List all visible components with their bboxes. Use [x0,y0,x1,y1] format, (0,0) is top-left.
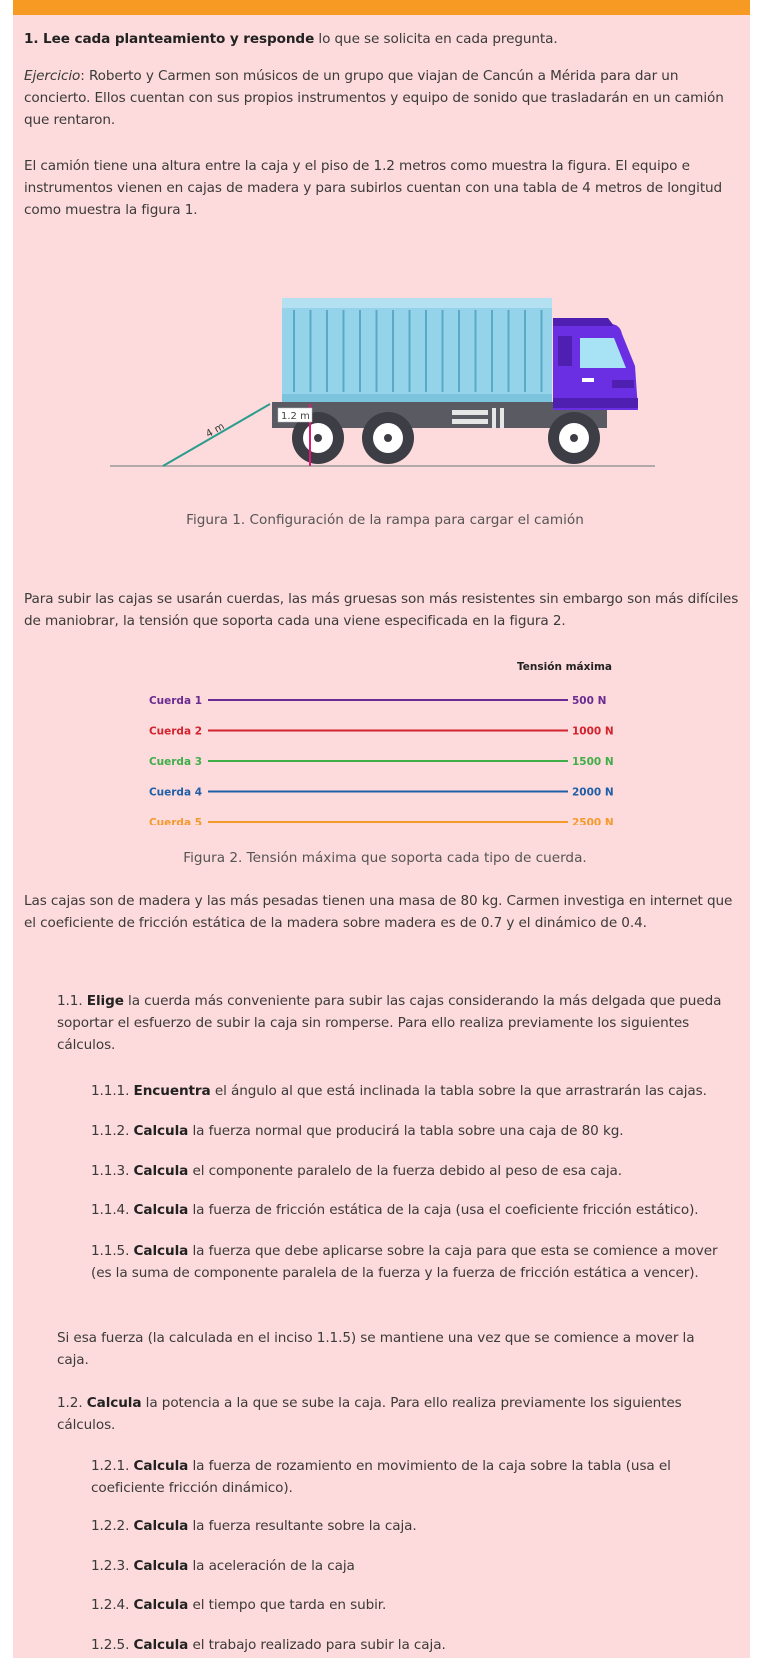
rope-tension-value: 2500 N [572,817,614,825]
question-1-1-1: 1.1.1. Encuentra el ángulo al que está inclinada la tabla sobre la que arrastrarán las cajas. [91,1083,707,1099]
top-accent-bar [13,0,750,15]
ropes-paragraph: Para subir las cajas se usarán cuerdas, las más gruesas son más resistentes sin embargo son más difíciles de maniobrar, la tensión que soporta cada una viene especificada en la figura 2. [24,591,739,629]
rope-label: Cuerda 2 [148,725,202,738]
question-1-1-4: 1.1.4. Calcula la fuerza de fricción estática de la caja (usa el coeficiente fricción estático). [91,1202,699,1218]
question-1-1-2: 1.1.2. Calcula la fuerza normal que producirá la tabla sobre una caja de 80 kg. [91,1123,624,1139]
question-1-2-2: 1.2.2. Calcula la fuerza resultante sobre la caja. [91,1518,417,1534]
boxes-paragraph: Las cajas son de madera y las más pesadas tienen una masa de 80 kg. Carmen investiga en internet que el coeficiente de fricción estática de la madera sobre madera es de 0.7 y el dinámico de 0.4. [24,893,733,931]
question-1-2-4: 1.2.4. Calcula el tiempo que tarda en subir. [91,1597,387,1613]
question-1-2-1: 1.2.1. Calcula la fuerza de rozamiento en movimiento de la caja sobre la tabla (usa el coeficiente fricción dinámico). [91,1458,671,1496]
if-paragraph: Si esa fuerza (la calculada en el inciso 1.1.5) se mantiene una vez que se comience a mover la caja. [57,1330,695,1368]
rope-label: Cuerda 4 [148,786,202,799]
exercise-paragraph: Ejercicio: Roberto y Carmen son músicos de un grupo que viajan de Cancún a Mérida para dar un concierto. Ellos cuentan con sus propios instrumentos y equipo de sonido que trasladarán en un camión que rentaron. [24,68,724,128]
truck-cab [553,318,638,410]
ramp-length-label: 4 m [204,421,227,441]
figure2-caption: Figura 2. Tensión máxima que soporta cada tipo de cuerda. [183,850,587,866]
rope-label: Cuerda 3 [148,756,202,768]
rope-tension-chart [0,655,770,825]
question-1-1-3: 1.1.3. Calcula el componente paralelo de la fuerza debido al peso de esa caja. [91,1163,622,1179]
chart-title: Tensión máxima [517,661,612,673]
height-label: 1.2 m [281,411,310,422]
rope-label: Cuerda 5 [148,817,202,825]
figure1-caption: Figura 1. Configuración de la rampa para cargar el camión [186,512,584,528]
truck-paragraph: El camión tiene una altura entre la caja y el piso de 1.2 metros como muestra la figura. El equipo e instrumentos vienen en cajas de madera y para subirlos cuentan con una tabla de 4 metros de longitud como muestra la figura 1. [24,158,723,218]
question-title: 1. Lee cada planteamiento y responde lo que se solicita en cada pregunta. [24,31,558,47]
rope-tension-value: 1000 N [572,725,614,738]
rope-tension-value: 1500 N [572,756,614,768]
question-1-2: 1.2. Calcula la potencia a la que se sube la caja. Para ello realiza previamente los siguientes cálculos. [57,1395,682,1433]
question-1-1-5: 1.1.5. Calcula la fuerza que debe aplicarse sobre la caja para que esta se comience a mover (es la suma de componente paralela de la fuerza y la fuerza de fricción estática a vencer). [91,1243,718,1281]
rope-label: Cuerda 1 [148,695,202,707]
truck-figure [0,280,770,480]
question-1-1: 1.1. Elige la cuerda más conveniente para subir las cajas considerando la más delgada que pueda soportar el esfuerzo de subir la caja sin romperse. Para ello realiza previamente los siguientes cálculos. [57,993,722,1053]
cargo-container [282,298,552,402]
rope-tension-value: 500 N [572,695,607,707]
question-1-2-3: 1.2.3. Calcula la aceleración de la caja [91,1558,355,1574]
rope-tension-value: 2000 N [572,786,614,799]
question-1-2-5: 1.2.5. Calcula el trabajo realizado para subir la caja. [91,1637,446,1653]
